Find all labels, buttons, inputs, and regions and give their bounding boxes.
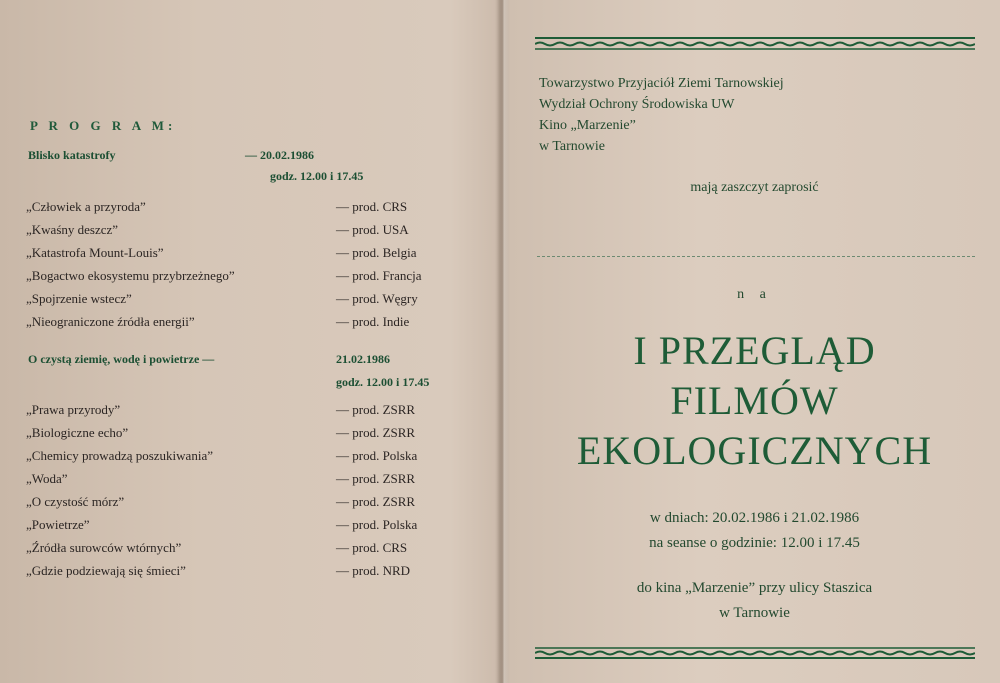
event-venue: do kina „Marzenie” przy ulicy Staszica xyxy=(636,580,873,596)
film-row xyxy=(26,268,466,291)
film-production: — prod. Polska xyxy=(336,517,418,532)
film-production: — prod. CRS xyxy=(336,540,408,555)
film-row xyxy=(26,222,466,245)
film-production: — prod. USA xyxy=(336,222,409,237)
section2-film-list xyxy=(26,402,466,586)
film-title: „Biologiczne echo” xyxy=(26,425,129,440)
film-production: — prod. Francja xyxy=(336,268,422,283)
film-title: „Chemicy prowadzą poszukiwania” xyxy=(26,448,213,463)
page-fold xyxy=(497,0,509,683)
invite-text: mają zaszczyt zaprosić xyxy=(690,180,819,195)
section1-title: Blisko katastrofy xyxy=(28,148,116,162)
organizer-line: Kino „Marzenie” xyxy=(539,118,636,133)
film-production: — prod. Węgry xyxy=(336,291,418,306)
program-heading: P R O G R A M: xyxy=(30,118,177,133)
event-title-line3: EKOLOGICZNYCH xyxy=(576,428,933,473)
film-production: — prod. ZSRR xyxy=(336,494,416,509)
section1-film-list xyxy=(26,199,466,337)
film-row xyxy=(26,494,466,517)
film-row xyxy=(26,245,466,268)
film-production: — prod. NRD xyxy=(336,563,411,578)
film-title: „Spojrzenie wstecz” xyxy=(26,291,132,306)
organizer-line: Towarzystwo Przyjaciół Ziemi Tarnowskiej xyxy=(539,76,784,91)
film-production: — prod. Indie xyxy=(336,314,410,329)
na-text: n a xyxy=(737,287,772,302)
film-row xyxy=(26,540,466,563)
film-production: — prod. ZSRR xyxy=(336,425,416,440)
section2-title: O czystą ziemię, wodę i powietrze — xyxy=(28,352,215,366)
event-dates: w dniach: 20.02.1986 i 21.02.1986 xyxy=(649,510,860,526)
section2-date: 21.02.1986 xyxy=(336,352,390,366)
film-row xyxy=(26,425,466,448)
film-title: „Człowiek a przyroda” xyxy=(26,199,146,214)
organizer-line: Wydział Ochrony Środowiska UW xyxy=(539,97,735,112)
film-production: — prod. Polska xyxy=(336,448,418,463)
film-production: — prod. ZSRR xyxy=(336,402,416,417)
invitation-page xyxy=(509,0,1000,683)
organizer-line: w Tarnowie xyxy=(539,139,606,154)
section1-date: — 20.02.1986 xyxy=(245,148,314,162)
film-production: — prod. Belgia xyxy=(336,245,417,260)
film-title: „Bogactwo ekosystemu przybrzeżnego” xyxy=(26,268,235,283)
film-row xyxy=(26,517,466,540)
film-title: „Woda” xyxy=(26,471,68,486)
event-sessions: na seanse o godzinie: 12.00 i 17.45 xyxy=(649,535,860,551)
film-production: — prod. CRS xyxy=(336,199,408,214)
bottom-wave-border xyxy=(535,646,975,660)
film-title: „Źródła surowców wtórnych” xyxy=(26,540,182,555)
event-title-line1: I PRZEGLĄD xyxy=(633,328,876,373)
film-title: „Katastrofa Mount-Louis” xyxy=(26,245,164,260)
film-title: „Gdzie podziewają się śmieci” xyxy=(26,563,186,578)
dashed-divider xyxy=(537,256,975,257)
event-city: w Tarnowie xyxy=(719,605,790,621)
film-title: „Powietrze” xyxy=(26,517,90,532)
top-wave-border xyxy=(535,36,975,50)
film-title: „O czystość mórz” xyxy=(26,494,125,509)
film-row xyxy=(26,314,466,337)
film-title: „Prawa przyrody” xyxy=(26,402,121,417)
film-row xyxy=(26,563,466,586)
film-production: — prod. ZSRR xyxy=(336,471,416,486)
event-title-line2: FILMÓW xyxy=(670,378,839,423)
film-row xyxy=(26,291,466,314)
film-row xyxy=(26,402,466,425)
film-title: „Kwaśny deszcz” xyxy=(26,222,119,237)
section2-hours: godz. 12.00 i 17.45 xyxy=(336,375,430,389)
program-page xyxy=(0,0,497,683)
section1-hours: godz. 12.00 i 17.45 xyxy=(270,169,364,183)
film-row xyxy=(26,471,466,494)
film-row xyxy=(26,199,466,222)
film-row xyxy=(26,448,466,471)
film-title: „Nieograniczone źródła energii” xyxy=(26,314,195,329)
